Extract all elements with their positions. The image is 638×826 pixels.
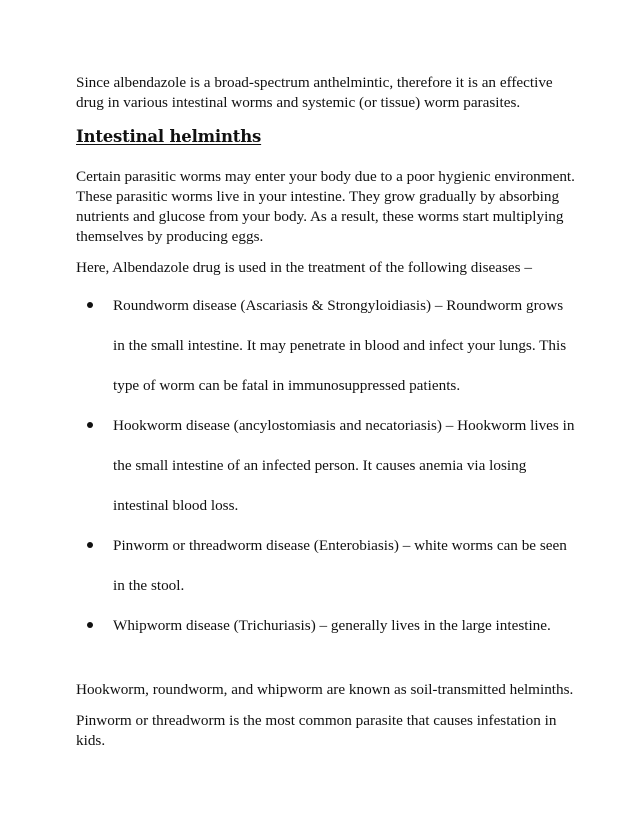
list-item-roundworm — [76, 286, 576, 406]
bullet-icon — [87, 542, 93, 548]
intro-paragraph: Since albendazole is a broad-spectrum anthelmintic, therefore it is an effective drug in various intestinal worms and systemic (or tissue) worm parasites. — [76, 74, 553, 111]
bullet-icon — [87, 422, 93, 428]
pinworm-paragraph: Pinworm or threadworm is the most common parasite that causes infestation in kids. — [76, 712, 557, 749]
list-item-pinworm — [76, 526, 576, 606]
bullet-icon — [87, 302, 93, 308]
diseases-list — [76, 286, 576, 646]
diseases-intro: Here, Albendazole drug is used in the treatment of the following diseases – — [76, 259, 532, 276]
list-item-hookworm — [76, 406, 576, 526]
soil-transmitted-paragraph: Hookworm, roundworm, and whipworm are known as soil-transmitted helminths. — [76, 681, 574, 698]
helminths-paragraph: Certain parasitic worms may enter your body due to a poor hygienic environment. These parasitic worms live in your intestine. They grow gradually by absorbing nutrients and glucose from your body. As a result, these worms start multiplying themselves by producing eggs. — [76, 168, 575, 245]
list-item-text: Roundworm disease (Ascariasis & Strongyloidiasis) – Roundworm grows in the small intestine. It may penetrate in blood and infect your lungs. This type of worm can be fatal in immunosuppressed patients. — [113, 297, 567, 394]
list-item-whipworm — [76, 606, 576, 646]
bullet-icon — [87, 622, 93, 628]
list-item-text: Whipworm disease (Trichuriasis) – generally lives in the large intestine. — [113, 617, 551, 634]
list-item-text: Pinworm or threadworm disease (Enterobiasis) – white worms can be seen in the stool. — [113, 537, 567, 594]
list-item-text: Hookworm disease (ancylostomiasis and necatoriasis) – Hookworm lives in the small intestine of an infected person. It causes anemia via losing intestinal blood loss. — [113, 417, 575, 514]
section-heading: Intestinal helminths — [76, 127, 262, 146]
